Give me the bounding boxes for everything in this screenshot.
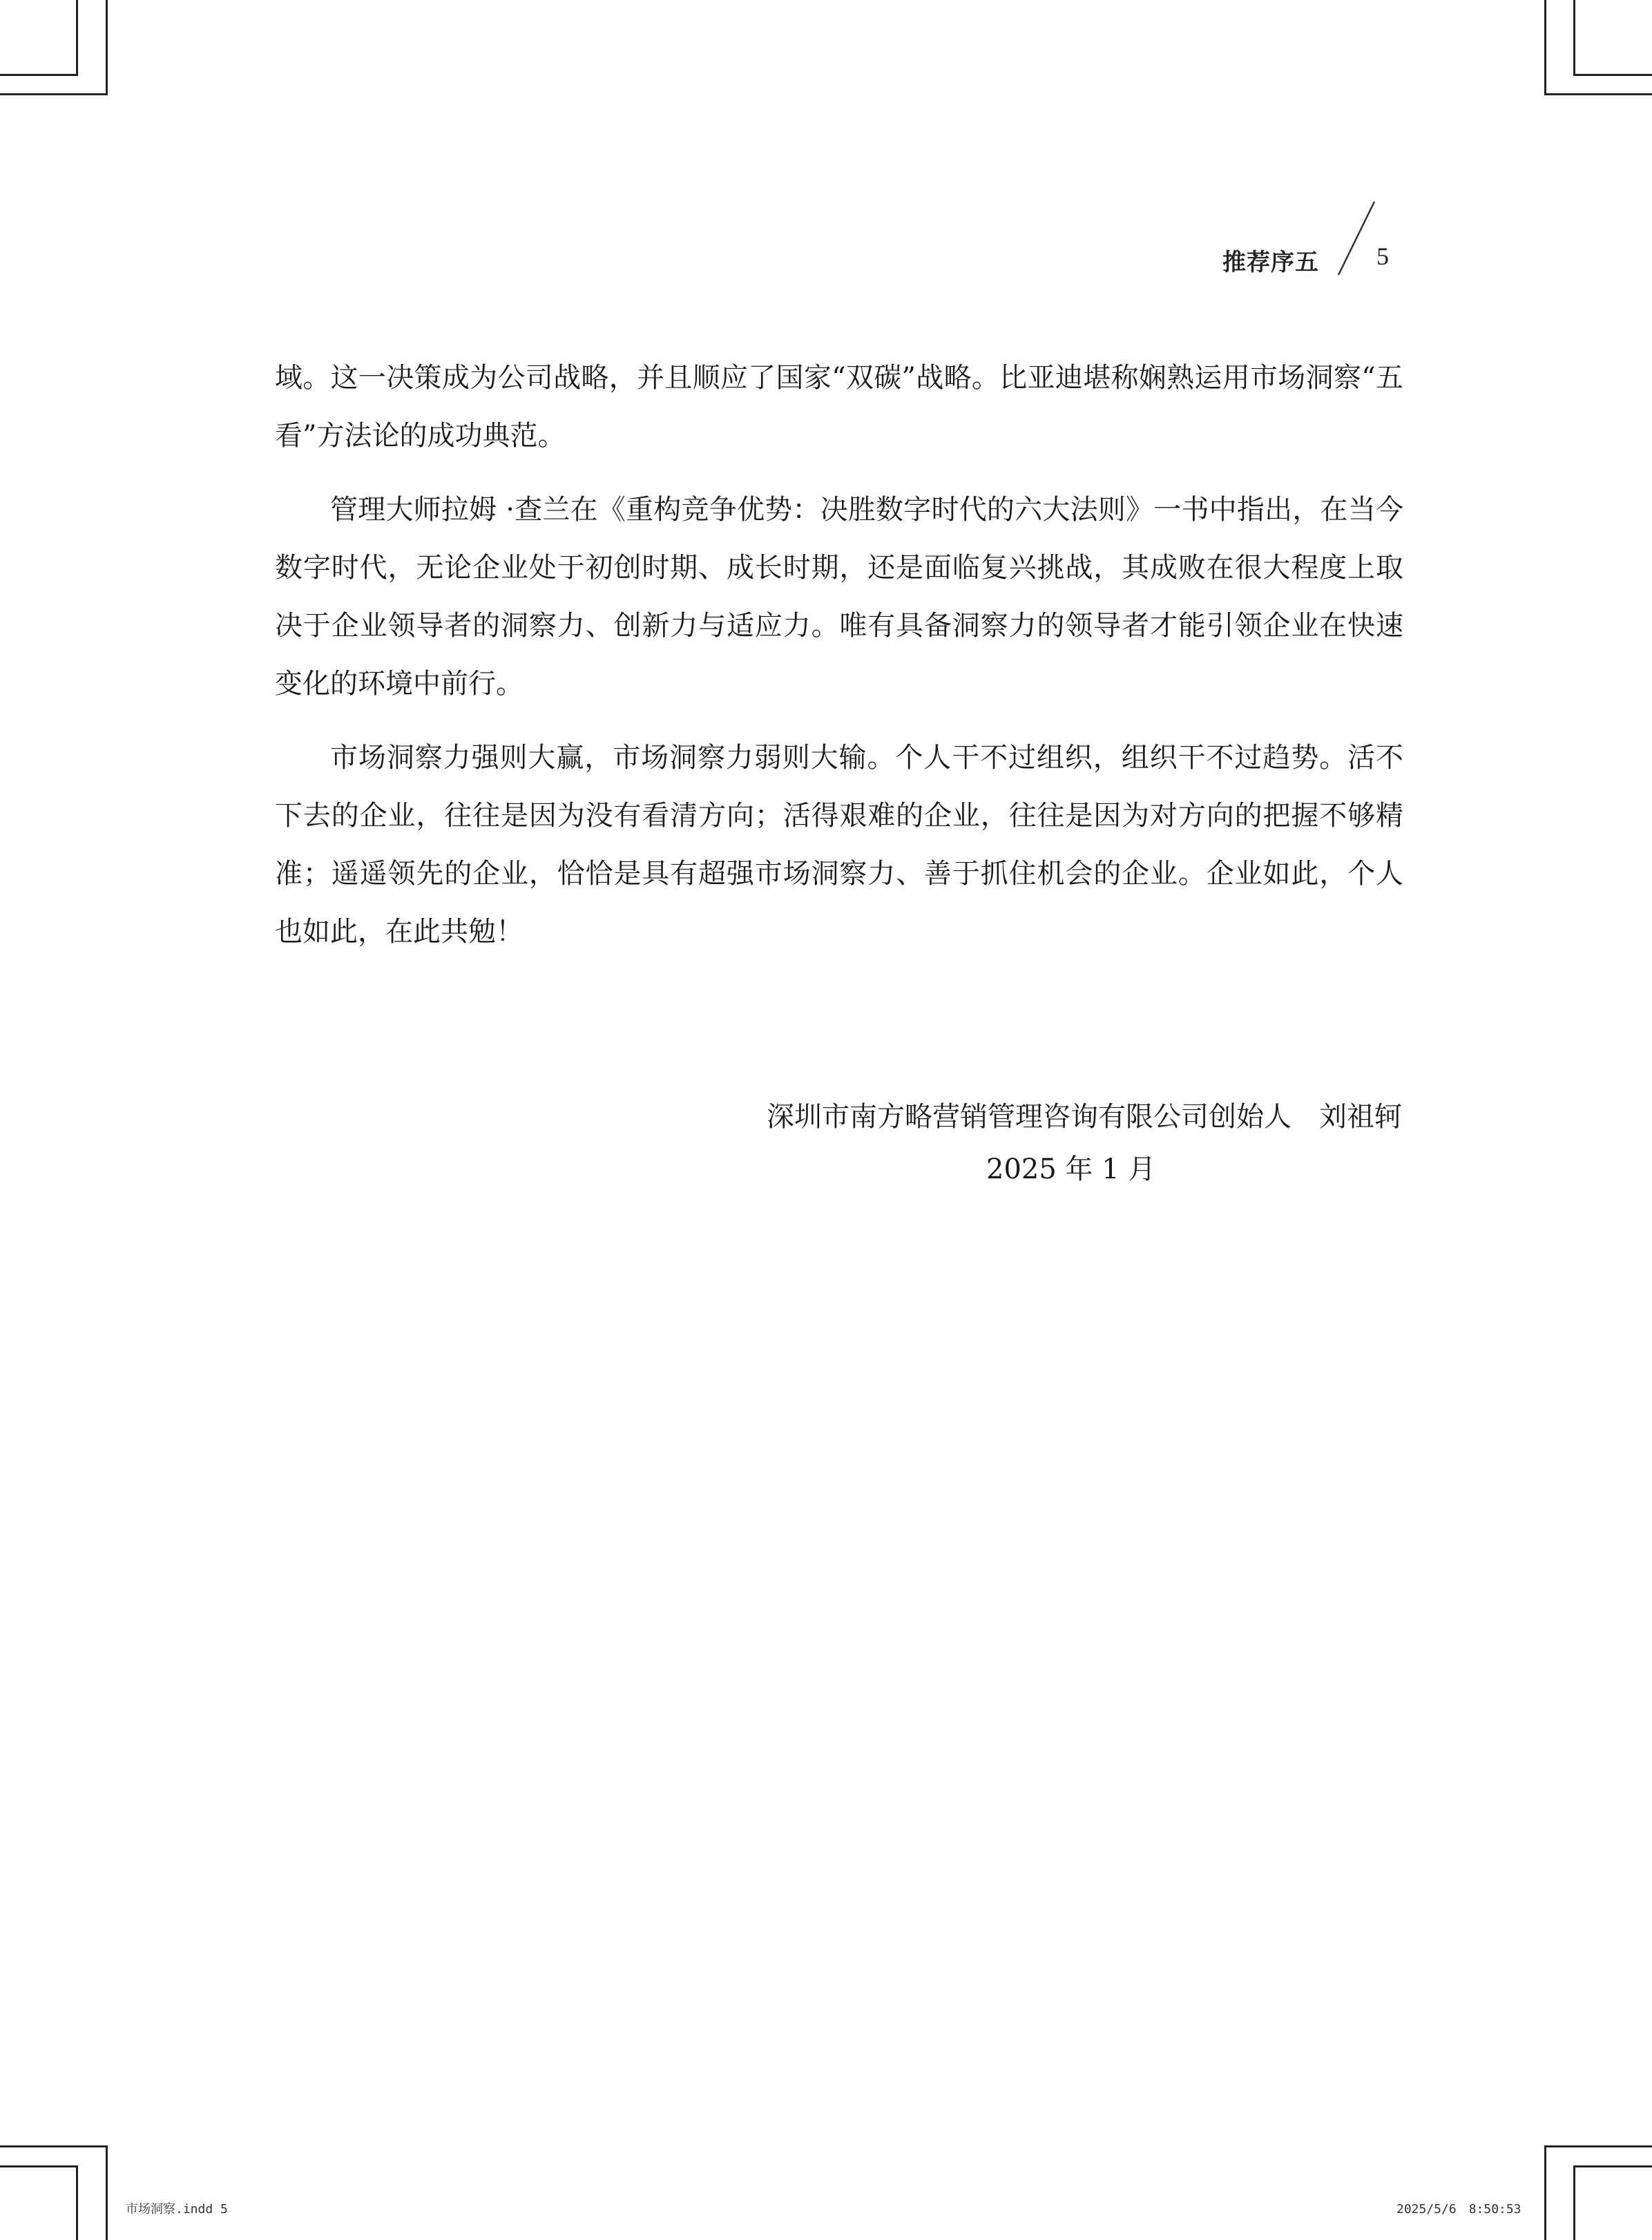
crop-mark <box>106 2145 108 2240</box>
paragraph: 域。这一决策成为公司战略，并且顺应了国家“双碳”战略。比亚迪堪称娴熟运用市场洞察“五看”方法论的成功典范。 <box>275 362 1403 452</box>
print-slug-file: 市场洞察.indd 5 <box>126 2202 228 2217</box>
running-header-title: 推荐序五 <box>1222 249 1319 276</box>
paragraph: 管理大师拉姆 ·查兰在《重构竞争优势：决胜数字时代的六大法则》一书中指出，在当今数字时代，无论企业处于初创时期、成长时期，还是面临复兴挑战，其成败在很大程度上取决于企业领导者的洞察力、创新力与适应力。唯有具备洞察力的领导者才能引领企业在快速变化的环境中前行。 <box>275 494 1403 700</box>
crop-mark <box>1544 2145 1652 2147</box>
crop-mark <box>1573 2165 1575 2240</box>
crop-mark <box>106 0 108 95</box>
crop-mark <box>0 93 107 95</box>
signature-author: 深圳市南方略营销管理咨询有限公司创始人 刘祖轲 <box>767 1101 1402 1133</box>
crop-mark <box>76 0 78 76</box>
page-number: 5 <box>1376 242 1389 270</box>
print-slug-timestamp: 2025/5/6 8:50:53 <box>1396 2202 1521 2217</box>
crop-mark <box>0 74 77 76</box>
crop-mark <box>1544 2145 1546 2240</box>
paragraph: 市场洞察力强则大赢，市场洞察力弱则大输。个人干不过组织，组织干不过趋势。活不下去的企业，往往是因为没有看清方向；活得艰难的企业，往往是因为对方向的把握不够精准；遥遥领先的企业，恰恰是具有超强市场洞察力、善于抓住机会的企业。企业如此，个人也如此，在此共勉！ <box>275 742 1403 948</box>
crop-mark <box>76 2165 78 2240</box>
crop-mark <box>0 2145 107 2147</box>
crop-mark <box>1573 74 1652 76</box>
crop-mark <box>0 2165 77 2167</box>
crop-mark <box>1573 0 1575 76</box>
header-slash-divider <box>1333 200 1381 276</box>
crop-mark <box>1544 0 1546 95</box>
crop-mark <box>1573 2165 1652 2167</box>
signature-date: 2025 年 1 月 <box>986 1153 1156 1185</box>
crop-mark <box>1544 93 1652 95</box>
body-text <box>275 349 1403 977</box>
